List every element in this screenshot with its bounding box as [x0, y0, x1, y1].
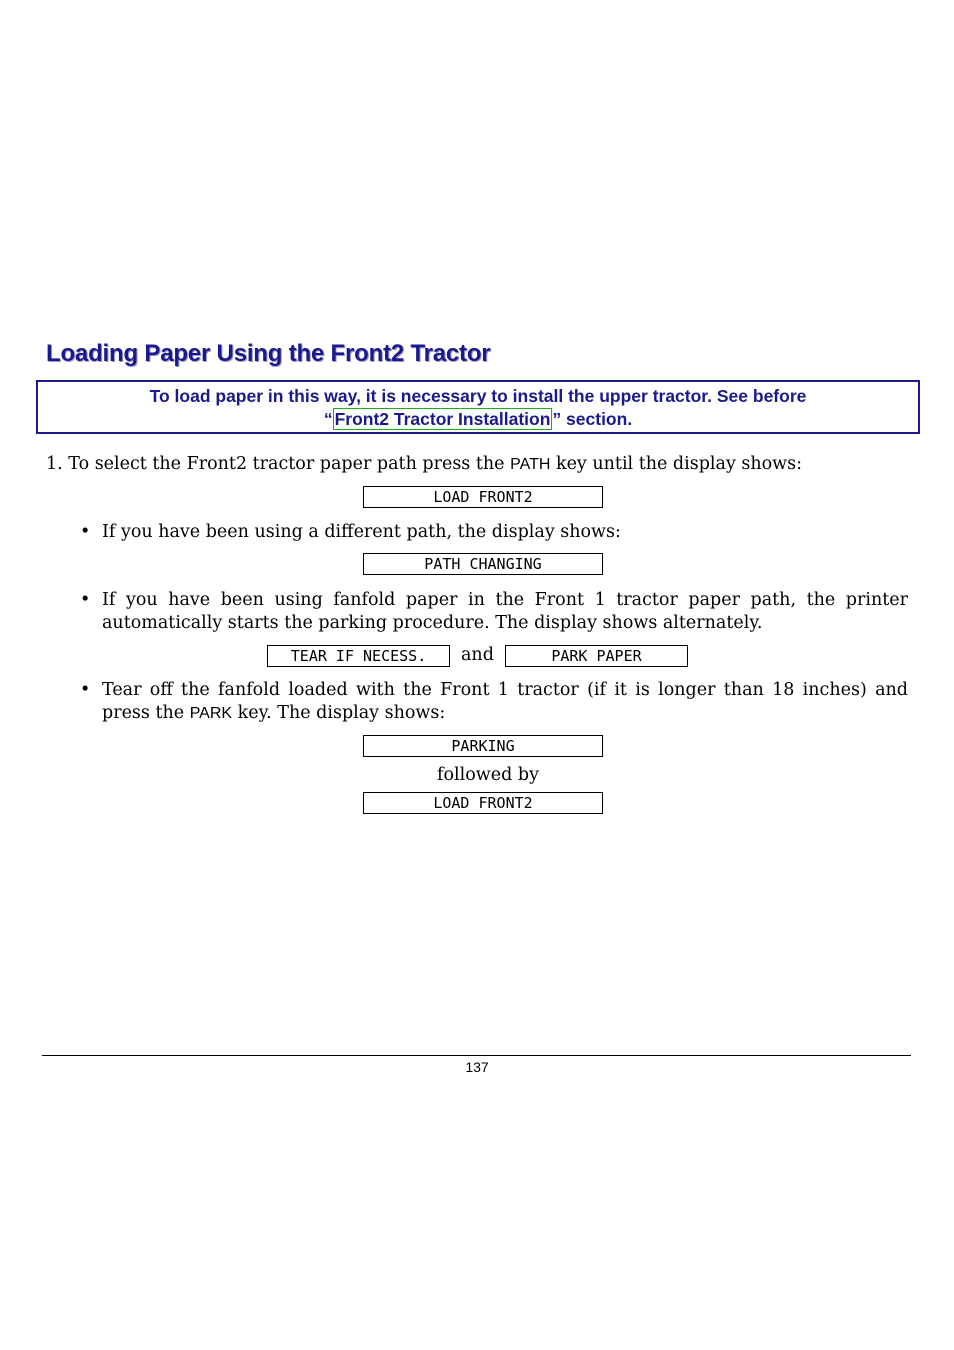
note-line-2 — [38, 408, 918, 431]
note-close: ” section. — [552, 409, 633, 429]
display-path-changing: PATH CHANGING — [363, 553, 603, 575]
followed-by-text: followed by — [437, 765, 539, 785]
step-text-before: To select the Front2 tractor paper path press the — [68, 454, 505, 474]
note-line-1: To load paper in this way, it is necessary to install the upper tractor. See before — [149, 386, 807, 406]
display-parking: PARKING — [363, 735, 603, 757]
note-open-quote: “ — [323, 409, 333, 429]
step-1 — [46, 454, 802, 474]
page-title: Loading Paper Using the Front2 Tractor — [46, 340, 491, 367]
display-load-front2: LOAD FRONT2 — [363, 486, 603, 508]
installation-link[interactable]: Front2 Tractor Installation — [334, 409, 551, 429]
and-text: and — [461, 645, 494, 665]
bullet-2 — [80, 589, 908, 635]
bullet-3-text-after: key. The display shows: — [237, 703, 446, 723]
path-key: PATH — [510, 456, 551, 473]
step-text-after: key until the display shows: — [555, 454, 803, 474]
bullet-1 — [80, 521, 908, 544]
park-key: PARK — [189, 705, 233, 722]
note-box — [36, 380, 920, 434]
display-tear-if-necess: TEAR IF NECESS. — [267, 645, 450, 667]
bullet-3-text — [102, 679, 908, 725]
bullet-1-text: If you have been using a different path, the display shows: — [102, 522, 621, 542]
bullet-dot: • — [80, 680, 91, 700]
bullet-2-text: If you have been using fanfold paper in the Front 1 tractor paper path, the printer automatically starts the parking procedure. The display shows alternately. — [102, 590, 908, 633]
display-park-paper: PARK PAPER — [505, 645, 688, 667]
footer-divider — [42, 1055, 911, 1056]
step-number: 1. — [46, 454, 63, 474]
page-number: 137 — [465, 1059, 489, 1075]
bullet-dot: • — [80, 522, 91, 542]
bullet-3-text-before: Tear off the fanfold loaded with the Front 1 tractor (if it is longer than 18 inches) and press the — [102, 680, 908, 723]
bullet-dot: • — [80, 590, 91, 610]
bullet-3 — [80, 679, 908, 725]
display-load-front2-final: LOAD FRONT2 — [363, 792, 603, 814]
